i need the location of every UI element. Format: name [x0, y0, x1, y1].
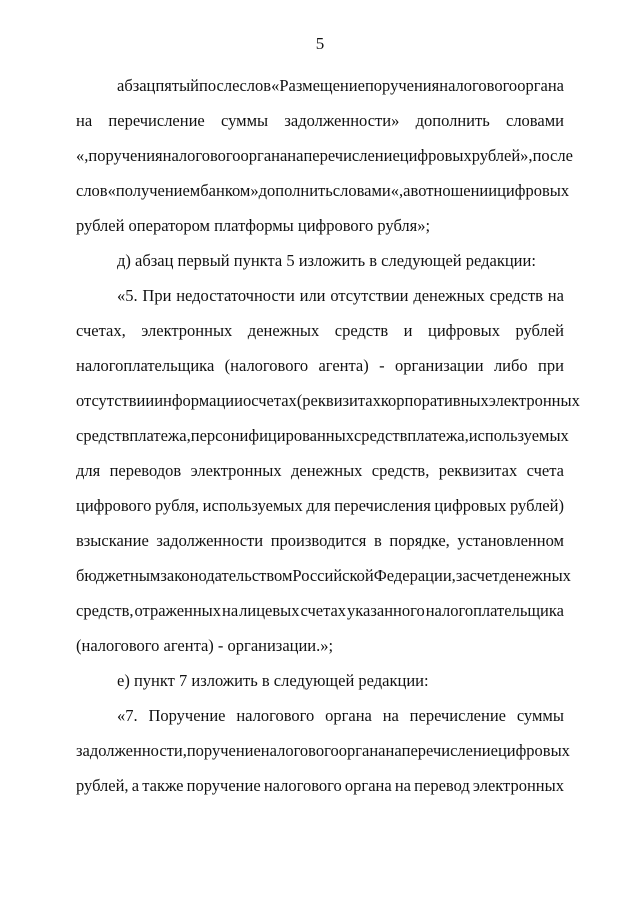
- word: после: [199, 76, 240, 95]
- word: «получением: [107, 181, 201, 200]
- word: задолженности: [156, 531, 264, 550]
- paragraph-line: [76, 531, 564, 551]
- word: отсутствии: [76, 391, 155, 410]
- word: поручения: [364, 76, 440, 95]
- word: счетах,: [76, 321, 126, 340]
- word: Российской: [292, 566, 374, 585]
- word: рублей»,: [471, 146, 533, 165]
- word: налогового: [260, 741, 339, 760]
- word: рубля,: [155, 496, 200, 515]
- word: налогоплательщика: [425, 601, 564, 620]
- word: слов: [239, 76, 272, 95]
- word: информации: [154, 391, 243, 410]
- word: средств,: [371, 461, 430, 480]
- word: цифровых: [434, 496, 507, 515]
- word: (налогового: [224, 356, 309, 375]
- word: счетах: [251, 391, 297, 410]
- word: цифровых: [497, 741, 570, 760]
- word: взыскание: [76, 531, 149, 550]
- word: отсутствии: [330, 286, 409, 305]
- word: на: [287, 146, 304, 165]
- word: установленном: [457, 531, 564, 550]
- word: цифровых: [428, 321, 500, 340]
- word: органа: [517, 76, 564, 95]
- word: денежных: [499, 566, 571, 585]
- word: корпоративных: [380, 391, 489, 410]
- word: в: [410, 181, 419, 200]
- word: денежных: [247, 321, 320, 340]
- word: счетах: [300, 601, 347, 620]
- word: средств: [334, 321, 389, 340]
- word: перечисление: [401, 741, 498, 760]
- word: цифровых: [399, 146, 472, 165]
- word: задолженности»: [284, 111, 400, 130]
- word: словами: [332, 181, 391, 200]
- paragraph-line: [117, 76, 564, 96]
- word: органа: [240, 146, 288, 165]
- word: средств,: [76, 601, 134, 620]
- word: лицевых: [239, 601, 300, 620]
- word: отношении: [418, 181, 498, 200]
- word: счет: [469, 566, 500, 585]
- word: для: [306, 496, 331, 515]
- paragraph-line: (налогового агента) - организации.»;: [76, 636, 334, 655]
- word: порядке,: [389, 531, 450, 550]
- word: дополнить: [258, 181, 333, 200]
- word: органа: [338, 741, 386, 760]
- word: агента): [318, 356, 369, 375]
- word: либо: [493, 356, 528, 375]
- paragraph-line: [76, 146, 573, 166]
- word: Федерации,: [373, 566, 456, 585]
- word: производится: [270, 531, 367, 550]
- word: суммы: [221, 111, 269, 130]
- word: электронных: [472, 776, 564, 795]
- word: налогового: [439, 76, 518, 95]
- word: используемых: [468, 426, 569, 445]
- word: цифрового: [76, 496, 152, 515]
- word: бюджетным: [76, 566, 161, 585]
- word: налогового: [236, 706, 315, 725]
- word: -: [379, 356, 385, 375]
- word: органа: [344, 776, 392, 795]
- paragraph-line: [76, 496, 564, 516]
- paragraph-line: [76, 741, 570, 761]
- word: или: [299, 286, 326, 305]
- word: указанного: [347, 601, 425, 620]
- word: в: [374, 531, 382, 550]
- word: поручение: [186, 776, 261, 795]
- word: для: [76, 461, 101, 480]
- word: словами: [506, 111, 564, 130]
- word: средств: [76, 426, 130, 445]
- word: суммы: [516, 706, 564, 725]
- word: используемых: [202, 496, 303, 515]
- paragraph-line: [76, 776, 564, 796]
- word: организации: [394, 356, 484, 375]
- word: за: [455, 566, 470, 585]
- paragraph-line: [76, 356, 564, 376]
- word: реквизитах: [438, 461, 518, 480]
- word: недостаточности: [176, 286, 295, 305]
- word: перечисление: [409, 706, 506, 725]
- word: при: [538, 356, 564, 375]
- page-number: 5: [315, 34, 325, 53]
- word: «Размещение: [271, 76, 365, 95]
- word: счета: [526, 461, 564, 480]
- paragraph-line: [76, 566, 571, 586]
- word: на: [385, 741, 402, 760]
- word: законодательством: [160, 566, 293, 585]
- word: органа: [325, 706, 372, 725]
- word: цифровых: [497, 181, 570, 200]
- word: на: [547, 286, 564, 305]
- paragraph-line: [76, 391, 580, 411]
- word: и: [403, 321, 413, 340]
- paragraph-line: [117, 286, 564, 306]
- word: слов: [76, 181, 108, 200]
- word: а: [131, 776, 140, 795]
- paragraph-line: [76, 321, 564, 341]
- word: платежа,: [129, 426, 191, 445]
- paragraph-line: [76, 181, 570, 201]
- paragraph-line: [76, 111, 564, 131]
- paragraph-line: д) абзац первый пункта 5 изложить в следующей редакции:: [117, 251, 536, 270]
- paragraph-line: рублей оператором платформы цифрового рубля»;: [76, 216, 431, 235]
- paragraph-line: [76, 461, 564, 481]
- word: банком»: [200, 181, 259, 200]
- word: «7.: [117, 706, 138, 725]
- word: на: [394, 776, 411, 795]
- word: задолженности,: [76, 741, 187, 760]
- word: переводов: [109, 461, 182, 480]
- word: Поручение: [148, 706, 226, 725]
- word: рублей: [515, 321, 564, 340]
- word: а: [403, 181, 411, 200]
- word: перечисление: [108, 111, 205, 130]
- word: персонифицированных: [190, 426, 354, 445]
- word: перечисление: [303, 146, 400, 165]
- paragraph-line: [117, 706, 564, 726]
- word: средств: [353, 426, 408, 445]
- word: «,: [390, 181, 404, 200]
- word: поручения: [88, 146, 163, 165]
- word: о: [242, 391, 252, 410]
- paragraph-line: [76, 601, 564, 621]
- word: денежных: [290, 461, 363, 480]
- word: платежа,: [407, 426, 469, 445]
- word: налогоплательщика: [76, 356, 215, 375]
- word: на: [382, 706, 399, 725]
- word: налогового: [263, 776, 342, 795]
- word: электронных: [141, 321, 233, 340]
- word: средств: [489, 286, 543, 305]
- word: дополнить: [415, 111, 490, 130]
- word: пятый: [155, 76, 199, 95]
- word: абзац: [117, 76, 156, 95]
- word: перечисления: [334, 496, 431, 515]
- paragraph-line: е) пункт 7 изложить в следующей редакции:: [117, 671, 429, 690]
- word: перевод: [414, 776, 470, 795]
- word: рублей): [510, 496, 564, 515]
- word: поручение: [186, 741, 261, 760]
- word: рублей,: [76, 776, 129, 795]
- paragraph-line: [76, 426, 569, 446]
- word: денежных: [413, 286, 485, 305]
- word: отраженных: [134, 601, 222, 620]
- word: налогового: [162, 146, 241, 165]
- word: (реквизитах: [296, 391, 381, 410]
- word: на: [76, 111, 93, 130]
- word: электронных: [190, 461, 282, 480]
- word: «5.: [117, 286, 138, 305]
- word: после: [532, 146, 573, 165]
- word: электронных: [488, 391, 580, 410]
- word: При: [142, 286, 172, 305]
- word: на: [222, 601, 239, 620]
- word: также: [142, 776, 184, 795]
- word: «,: [76, 146, 89, 165]
